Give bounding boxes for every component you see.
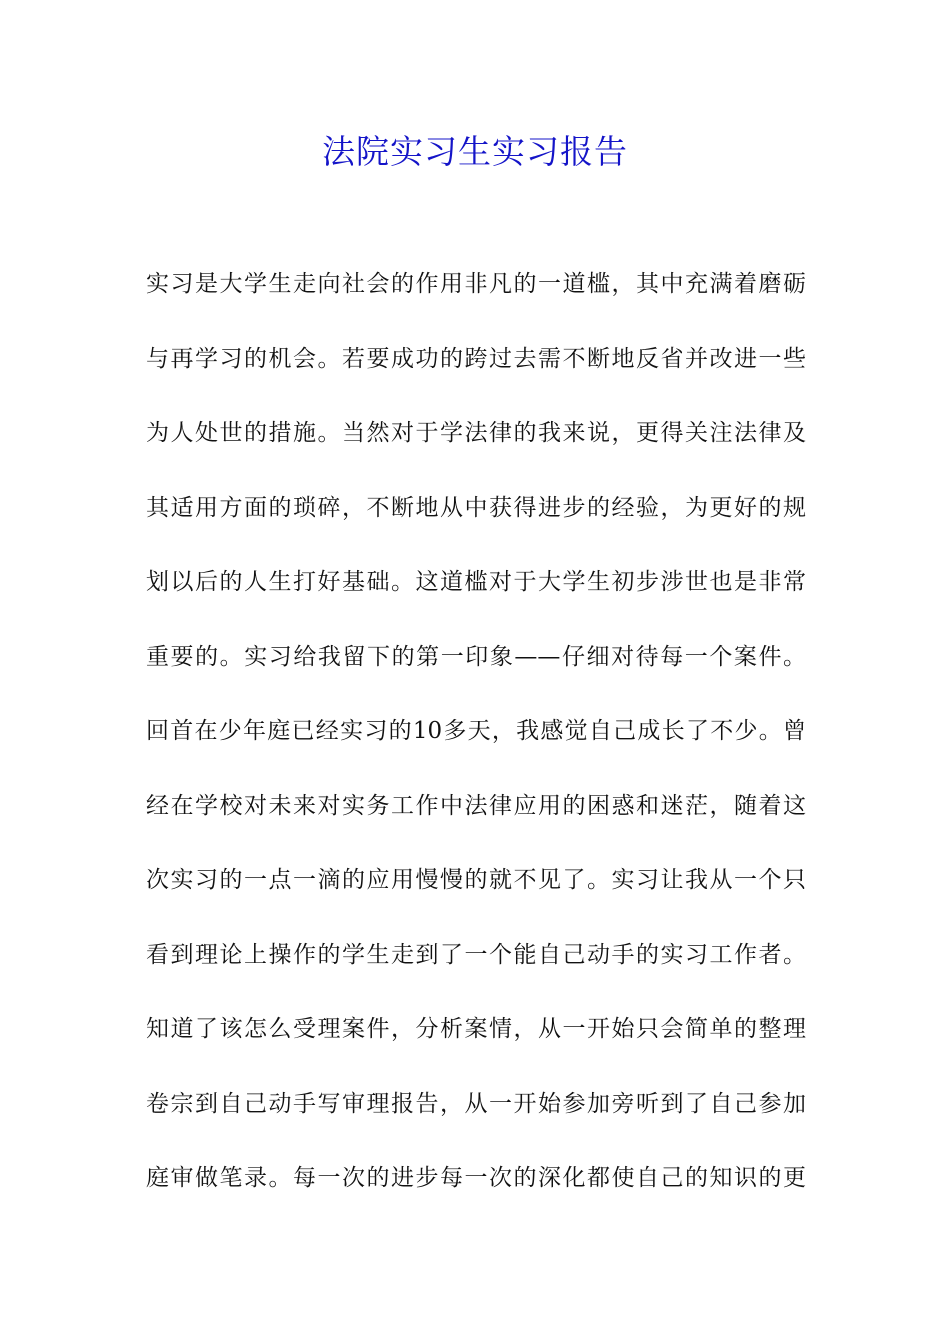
body-line: 卷宗到自己动手写审理报告，从一开始参加旁听到了自己参加 <box>146 1090 806 1117</box>
document-body <box>146 264 806 1233</box>
body-line: 重要的。实习给我留下的第一印象——仔细对待每一个案件。 <box>146 643 806 670</box>
body-line: 实习是大学生走向社会的作用非凡的一道槛，其中充满着磨砺 <box>146 271 806 297</box>
body-line: 看到理论上操作的学生走到了一个能自己动手的实习工作者。 <box>146 941 806 968</box>
body-line: 知道了该怎么受理案件，分析案情，从一开始只会简单的整理 <box>146 1016 806 1042</box>
document-title: 法院实习生实习报告 <box>322 132 628 171</box>
body-line: 回首在少年庭已经实习的10多天，我感觉自己成长了不少。曾 <box>146 718 806 744</box>
body-line: 为人处世的措施。当然对于学法律的我来说，更得关注法律及 <box>146 420 806 446</box>
body-line: 与再学习的机会。若要成功的跨过去需不断地反省并改进一些 <box>146 345 806 372</box>
body-line: 其适用方面的琐碎，不断地从中获得进步的经验，为更好的规 <box>146 494 806 521</box>
body-line: 经在学校对未来对实务工作中法律应用的困惑和迷茫，随着这 <box>146 792 806 819</box>
body-line: 划以后的人生打好基础。这道槛对于大学生初步涉世也是非常 <box>146 569 806 595</box>
body-line: 庭审做笔录。每一次的进步每一次的深化都使自己的知识的更 <box>146 1165 806 1191</box>
body-line: 次实习的一点一滴的应用慢慢的就不见了。实习让我从一个只 <box>146 867 806 893</box>
